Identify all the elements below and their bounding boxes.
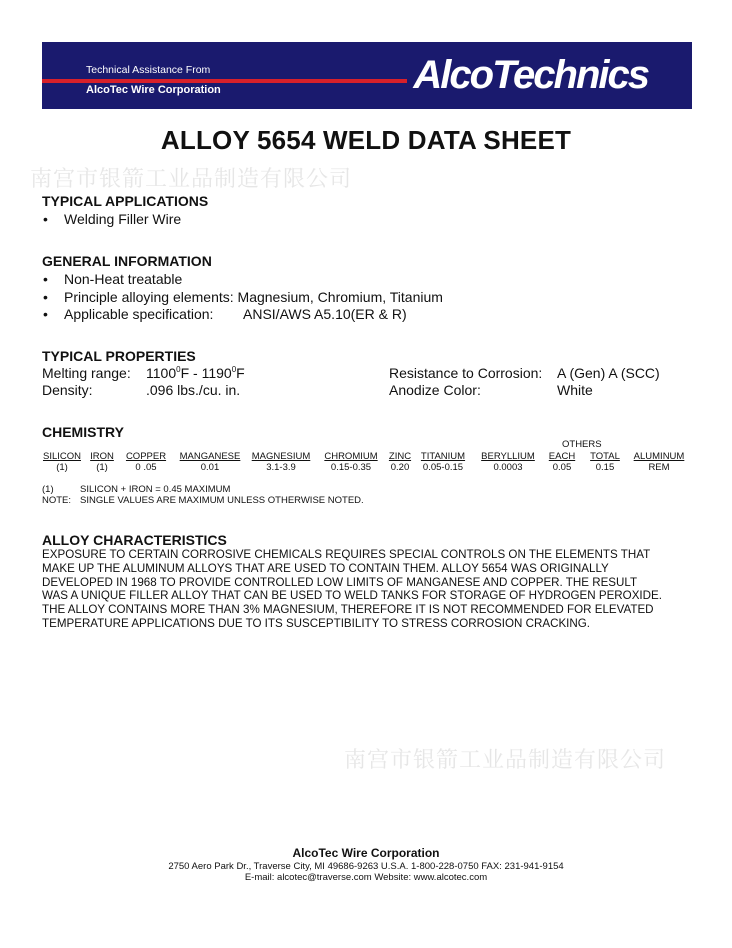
chem-note-text: SILICON + IRON = 0.45 MAXIMUM bbox=[80, 484, 231, 495]
chem-header-zinc: ZINC bbox=[388, 451, 412, 462]
alloy-characteristics-body bbox=[42, 548, 702, 631]
watermark-bottom: 南宫市银箭工业品制造有限公司 bbox=[344, 748, 667, 773]
density-label: Density: bbox=[42, 382, 93, 398]
density-value: .096 lbs./cu. in. bbox=[146, 382, 241, 398]
header-banner bbox=[42, 42, 692, 109]
general-information-heading: GENERAL INFORMATION bbox=[42, 253, 212, 269]
chem-header-chromium: CHROMIUM bbox=[324, 451, 378, 462]
chem-header-manganese: MANGANESE bbox=[179, 451, 241, 462]
paragraph-line: EXPOSURE TO CERTAIN CORROSIVE CHEMICALS REQUIRES SPECIAL CONTROLS ON THE ELEMENTS THAT bbox=[42, 548, 651, 561]
footer-contact: E-mail: alcotec@traverse.com Website: www.alcotec.com bbox=[244, 872, 488, 883]
chem-header-iron: IRON bbox=[90, 451, 114, 462]
chem-header-aluminum: ALUMINUM bbox=[633, 451, 685, 462]
chem-note-marker: (1) bbox=[42, 484, 54, 495]
chemistry-heading: CHEMISTRY bbox=[42, 424, 124, 440]
chem-note-marker: NOTE: bbox=[42, 495, 72, 506]
chem-value-magnesium: 3.1-3.9 bbox=[266, 462, 296, 473]
chem-header-each: EACH bbox=[548, 451, 576, 462]
typical-applications-heading: TYPICAL APPLICATIONS bbox=[42, 193, 209, 209]
chem-value-aluminum: REM bbox=[648, 462, 670, 473]
melting-range-label: Melting range: bbox=[42, 365, 131, 381]
banner-red-stripe bbox=[42, 79, 407, 83]
corrosion-label: Resistance to Corrosion: bbox=[389, 365, 543, 381]
chem-header-magnesium: MAGNESIUM bbox=[251, 451, 311, 462]
list-item: • Non-Heat treatable bbox=[64, 271, 182, 287]
alloy-characteristics-heading: ALLOY CHARACTERISTICS bbox=[42, 532, 227, 548]
chem-value-chromium: 0.15-0.35 bbox=[330, 462, 372, 473]
spec-label: • Applicable specification: bbox=[64, 306, 213, 322]
typical-properties-heading: TYPICAL PROPERTIES bbox=[42, 348, 196, 364]
chem-value-copper: 0 .05 bbox=[135, 462, 157, 473]
page-title: ALLOY 5654 WELD DATA SHEET bbox=[160, 125, 572, 155]
others-label: OTHERS bbox=[562, 439, 602, 450]
alcotechnics-logo: AlcoTechnics bbox=[413, 53, 648, 97]
melting-range-value: 1100$^0$F - 1190$^0$F bbox=[146, 365, 245, 381]
paragraph-line: DEVELOPED IN 1968 TO PROVIDE CONTROLLED LOW LIMITS OF MANGANESE AND COPPER. THE RESULT bbox=[42, 575, 638, 589]
paragraph-line: TEMPERATURE APPLICATIONS DUE TO ITS SUSCEPTIBILITY TO STRESS CORROSION CRACKING. bbox=[42, 616, 591, 630]
chem-value-titanium: 0.05-0.15 bbox=[422, 462, 464, 473]
watermark-top: 南宫市银箭工业品制造有限公司 bbox=[30, 167, 353, 192]
chem-value-total: 0.15 bbox=[595, 462, 615, 473]
footer-address: 2750 Aero Park Dr., Traverse City, MI 49686-9263 U.S.A. 1-800-228-0750 FAX: 231-941-9154 bbox=[168, 861, 564, 872]
chem-header-copper: COPPER bbox=[125, 451, 167, 462]
chem-value-each: 0.05 bbox=[552, 462, 572, 473]
banner-company: AlcoTec Wire Corporation bbox=[86, 84, 221, 96]
chem-value-manganese: 0.01 bbox=[200, 462, 220, 473]
chem-value-zinc: 0.20 bbox=[390, 462, 410, 473]
chem-header-beryllium: BERYLLIUM bbox=[481, 451, 535, 462]
chem-value-beryllium: 0.0003 bbox=[493, 462, 523, 473]
chem-header-titanium: TITANIUM bbox=[420, 451, 466, 462]
chem-value-silicon: (1) bbox=[56, 462, 68, 473]
corrosion-value: A (Gen) A (SCC) bbox=[557, 365, 660, 381]
list-item: • Welding Filler Wire bbox=[64, 211, 181, 227]
anodize-value: White bbox=[557, 382, 593, 398]
chem-note-text: SINGLE VALUES ARE MAXIMUM UNLESS OTHERWISE NOTED. bbox=[80, 495, 364, 506]
chem-header-total: TOTAL bbox=[590, 451, 620, 462]
paragraph-line: WAS A UNIQUE FILLER ALLOY THAT CAN BE USED TO WELD TANKS FOR STORAGE OF HYDROGEN PEROXIDE. bbox=[42, 589, 662, 603]
chem-value-iron: (1) bbox=[96, 462, 108, 473]
spec-value: ANSI/AWS A5.10(ER & R) bbox=[243, 306, 407, 322]
banner-tagline: Technical Assistance From bbox=[86, 64, 211, 76]
paragraph-line: THE ALLOY CONTAINS MORE THAN 3% MAGNESIUM, THEREFORE IT IS NOT RECOMMENDED FOR ELEVATED bbox=[42, 603, 654, 617]
chem-header-silicon: SILICON bbox=[42, 451, 81, 462]
list-item: • Principle alloying elements: Magnesium, Chromium, Titanium bbox=[64, 289, 443, 305]
anodize-label: Anodize Color: bbox=[389, 382, 481, 398]
paragraph-line: MAKE UP THE ALUMINUM ALLOYS THAT ARE USED TO CONTAIN THEM. ALLOY 5654 WAS ORIGINALLY bbox=[42, 561, 609, 575]
footer-company: AlcoTec Wire Corporation bbox=[292, 846, 440, 860]
